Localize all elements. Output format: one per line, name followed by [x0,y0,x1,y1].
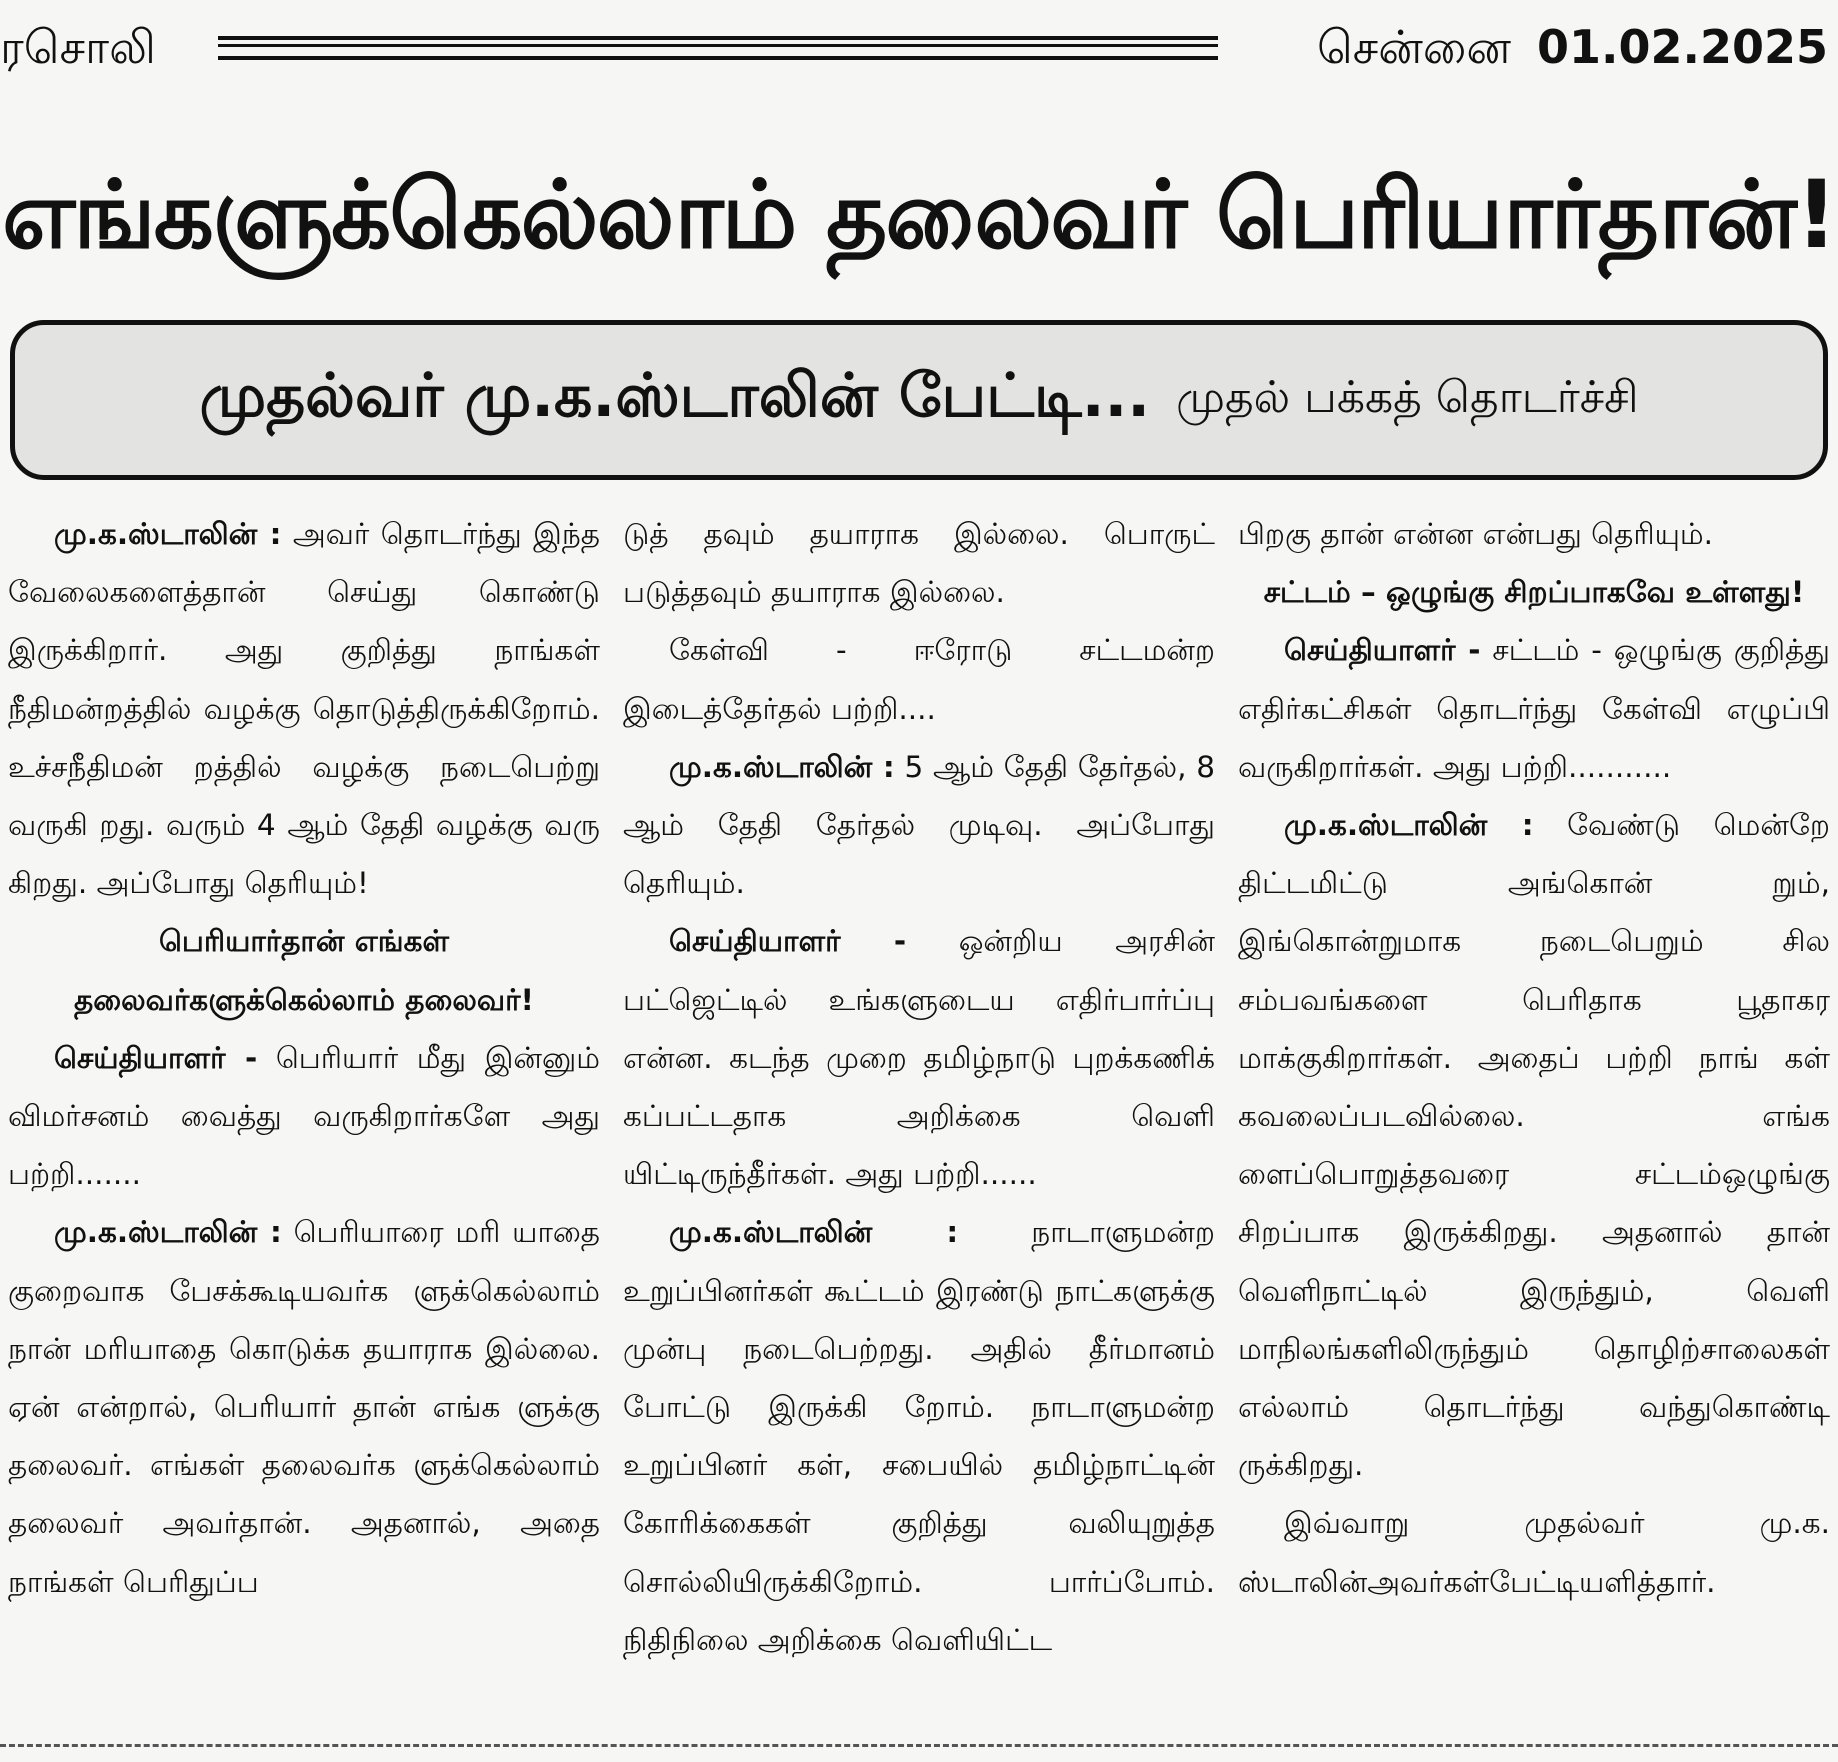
paragraph: பிறகு தான் என்ன என்பது தெரியும். [1238,517,1713,551]
speaker-label: மு.க.ஸ்டாலின் : [669,749,895,784]
paragraph-text: ஒன்றிய அரசின் பட்ஜெட்டில் உங்களுடைய எதிர்பார்ப்பு என்ன. கடந்த முறை தமிழ்நாடு புறக்கணிக் கப்பட்டதாக அறிக்கை வெளி யிட்டிருந்தீர்கள். அது பற்றி...... [623,924,1215,1192]
speaker-label: மு.க.ஸ்டாலின் : [54,517,282,551]
dateline-date: 01.02.2025 [1536,20,1828,74]
paragraph [8,505,600,912]
speaker-label: மு.க.ஸ்டாலின் : [54,1215,282,1250]
speaker-label: செய்தியாளர் - [669,924,907,959]
paragraph: கேள்வி - ஈரோடு சட்டமன்ற இடைத்தேர்தல் பற்றி.... [623,633,1215,726]
article-column-2 [623,505,1215,1700]
article-column-3 [1238,505,1830,1700]
paragraph [623,738,1215,913]
banner-main-text: முதல்வர் மு.க.ஸ்டாலின் பேட்டி... [199,361,1151,431]
paragraph [1238,621,1830,796]
masthead [0,14,1838,84]
masthead-rule [218,36,1218,60]
bottom-rule [0,1744,1838,1747]
article-column-1 [8,505,600,1700]
speaker-label: செய்தியாளர் - [1284,633,1481,668]
section-subhead: சட்டம் – ஒழுங்கு சிறப்பாகவே உள்ளது! [1263,575,1805,610]
paragraph [8,1029,600,1204]
paragraph [623,1203,1215,1669]
paragraph-text: வேண்டு மென்றே திட்டமிட்டு அங்கொன் றும், இங்கொன்றுமாக நடைபெறும் சில சம்பவங்களை பெரிதாக பூதாகர மாக்குகிறார்கள். அதைப் பற்றி நாங் கள் கவலைப்படவில்லை. எங்க ளைப்பொறுத்தவரை சட்டம்ஒழுங்கு சிறப்பாக இருக்கிறது. அதனால் தான் வெளிநாட்டில் இருந்தும், வெளி மாநிலங்களிலிருந்தும் தொழிற்சாலைகள் எல்லாம் தொடர்ந்து வந்துகொண்டி ருக்கிறது. [1238,808,1830,1483]
paragraph [1238,796,1830,1494]
speaker-label: மு.க.ஸ்டாலின் : [669,1215,959,1250]
paragraph [8,1203,600,1610]
paragraph: டுத் தவும் தயாராக இல்லை. பொருட் படுத்தவும் தயாராக இல்லை. [623,517,1215,610]
main-headline: எங்களுக்கெல்லாம் தலைவர் பெரியார்தான்! [2,161,1836,270]
paragraph-text: நாடாளுமன்ற உறுப்பினர்கள் கூட்டம் இரண்டு நாட்களுக்கு முன்பு நடைபெற்றது. அதில் தீர்மானம் போட்டு இருக்கி றோம். நாடாளுமன்ற உறுப்பினர் கள், சபையில் தமிழ்நாட்டின் கோரிக்கைகள் குறித்து வலியுறுத்த சொல்லியிருக்கிறோம். பார்ப்போம். நிதிநிலை அறிக்கை வெளியிட்ட [623,1215,1215,1657]
paragraph-text: அவர் தொடர்ந்து இந்த வேலைகளைத்தான் செய்து கொண்டு இருக்கிறார். அது குறித்து நாங்கள் நீதிமன்றத்தில் வழக்கு தொடுத்திருக்கிறோம். உச்சநீதிமன் றத்தில் வழக்கு நடைபெற்று வருகி றது. வரும் 4 ஆம் தேதி வழக்கு வரு கிறது. அப்போது தெரியும்! [8,517,600,901]
paragraph-text: சட்டம் - ஒழுங்கு குறித்து எதிர்கட்சிகள் தொடர்ந்து கேள்வி எழுப்பி வருகிறார்கள். அது பற்றி........... [1238,633,1830,784]
banner-continuation-label: முதல் பக்கத் தொடர்ச்சி [1176,371,1639,423]
speaker-label: மு.க.ஸ்டாலின் : [1284,808,1534,843]
closing-paragraph: இவ்வாறு முதல்வர் மு.க. ஸ்டாலின்அவர்கள்பேட்டியளித்தார். [1238,1506,1830,1599]
article-body [8,505,1830,1700]
speaker-label: செய்தியாளர் - [54,1040,258,1075]
paragraph-text: பெரியாரை மரி யாதை குறைவாக பேசக்கூடியவர்க ளுக்கெல்லாம் நான் மரியாதை கொடுக்க தயாராக இல்லை. ஏன் என்றால், பெரியார் தான் எங்க ளுக்கு தலைவர். எங்கள் தலைவர்க ளுக்கெல்லாம் தலைவர் அவர்தான். அதனால், அதை நாங்கள் பெரிதுப்ப [8,1215,600,1599]
newspaper-name: ரசொலி [0,20,156,74]
paragraph-text: பெரியார் மீது இன்னும் விமர்சனம் வைத்து வருகிறார்களே அது பற்றி....... [8,1040,600,1192]
paragraph [623,912,1215,1203]
dateline [1317,14,1828,80]
dateline-city: சென்னை [1316,20,1511,74]
section-subhead: பெரியார்தான் எங்கள் தலைவர்களுக்கெல்லாம் தலைவர்! [73,924,534,1017]
paragraph-text: 5 ஆம் தேதி தேர்தல், 8 ஆம் தேதி தேர்தல் முடிவு. அப்போது தெரியும். [623,749,1215,901]
subheadline-banner [10,320,1828,480]
